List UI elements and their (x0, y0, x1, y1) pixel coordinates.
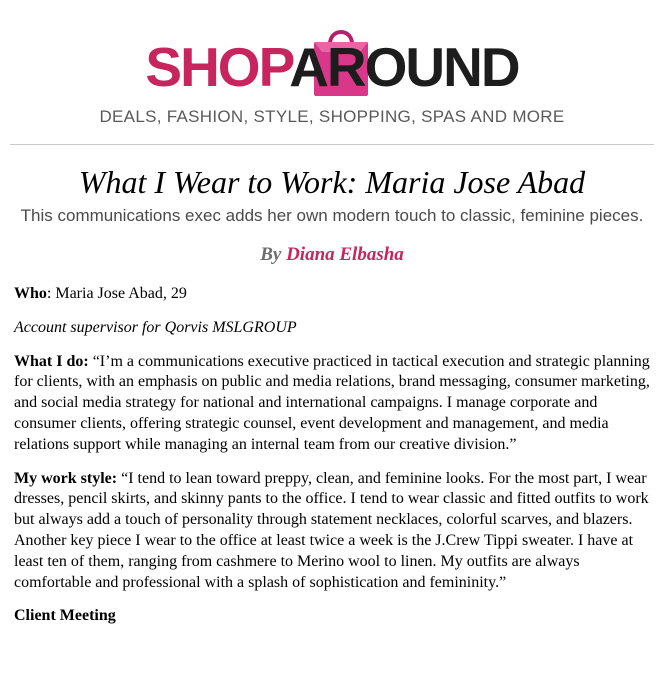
masthead (0, 0, 664, 140)
logo-text-around: AROUND (289, 36, 519, 98)
what-i-do-label: What I do: (14, 352, 89, 370)
who-label: Who (14, 285, 47, 302)
role-text: Account supervisor for Qorvis MSLGROUP (14, 318, 297, 336)
byline-prefix: By (260, 244, 282, 265)
section-heading: Client Meeting (14, 607, 116, 625)
work-style-text: “I tend to lean toward preppy, clean, and feminine looks. For the most part, I wear dresses, pencil skirts, and skinny pants to the office. I tend to wear classic and fitted outfits to work but always add a touch of personality through statement necklaces, colorful scarves, and blazers. Another key piece I wear to the office at least twice a week is the J.Crew Tippi sweater. I have at least ten of them, ranging from cashmere to Merino wool to linen. My outfits are always comfortable and professional with a splash of sophistication and femininity.” (14, 469, 649, 591)
article-title: What I Wear to Work: Maria Jose Abad (78, 164, 586, 200)
what-i-do-paragraph (14, 352, 654, 456)
what-i-do-text: “I’m a communications executive practiced in tactical execution and strategic planning for clients, with an emphasis on public and media relations, brand messaging, consumer marketing, and social media strategy for national and international campaigns. I manage corporate and consumer clients, offering strategic counsel, event development and management, and media relations support while managing an internal team from our creative division.” (14, 352, 650, 453)
byline (0, 244, 664, 266)
site-tagline: DEALS, FASHION, STYLE, SHOPPING, SPAS AND MORE (99, 107, 565, 126)
header-divider (10, 144, 654, 145)
author-link[interactable]: Diana Elbasha (286, 244, 404, 265)
role-paragraph (14, 318, 654, 339)
section-heading-paragraph (14, 606, 654, 627)
article-body (14, 284, 654, 640)
article-dek: This communications exec adds her own modern touch to classic, feminine pieces. (20, 206, 644, 225)
who-paragraph (14, 284, 654, 305)
site-logo[interactable] (0, 36, 664, 98)
work-style-label: My work style: (14, 469, 118, 487)
work-style-paragraph (14, 469, 654, 594)
who-value: : Maria Jose Abad, 29 (46, 285, 187, 302)
logo-text-shop: SHOP (145, 36, 290, 98)
